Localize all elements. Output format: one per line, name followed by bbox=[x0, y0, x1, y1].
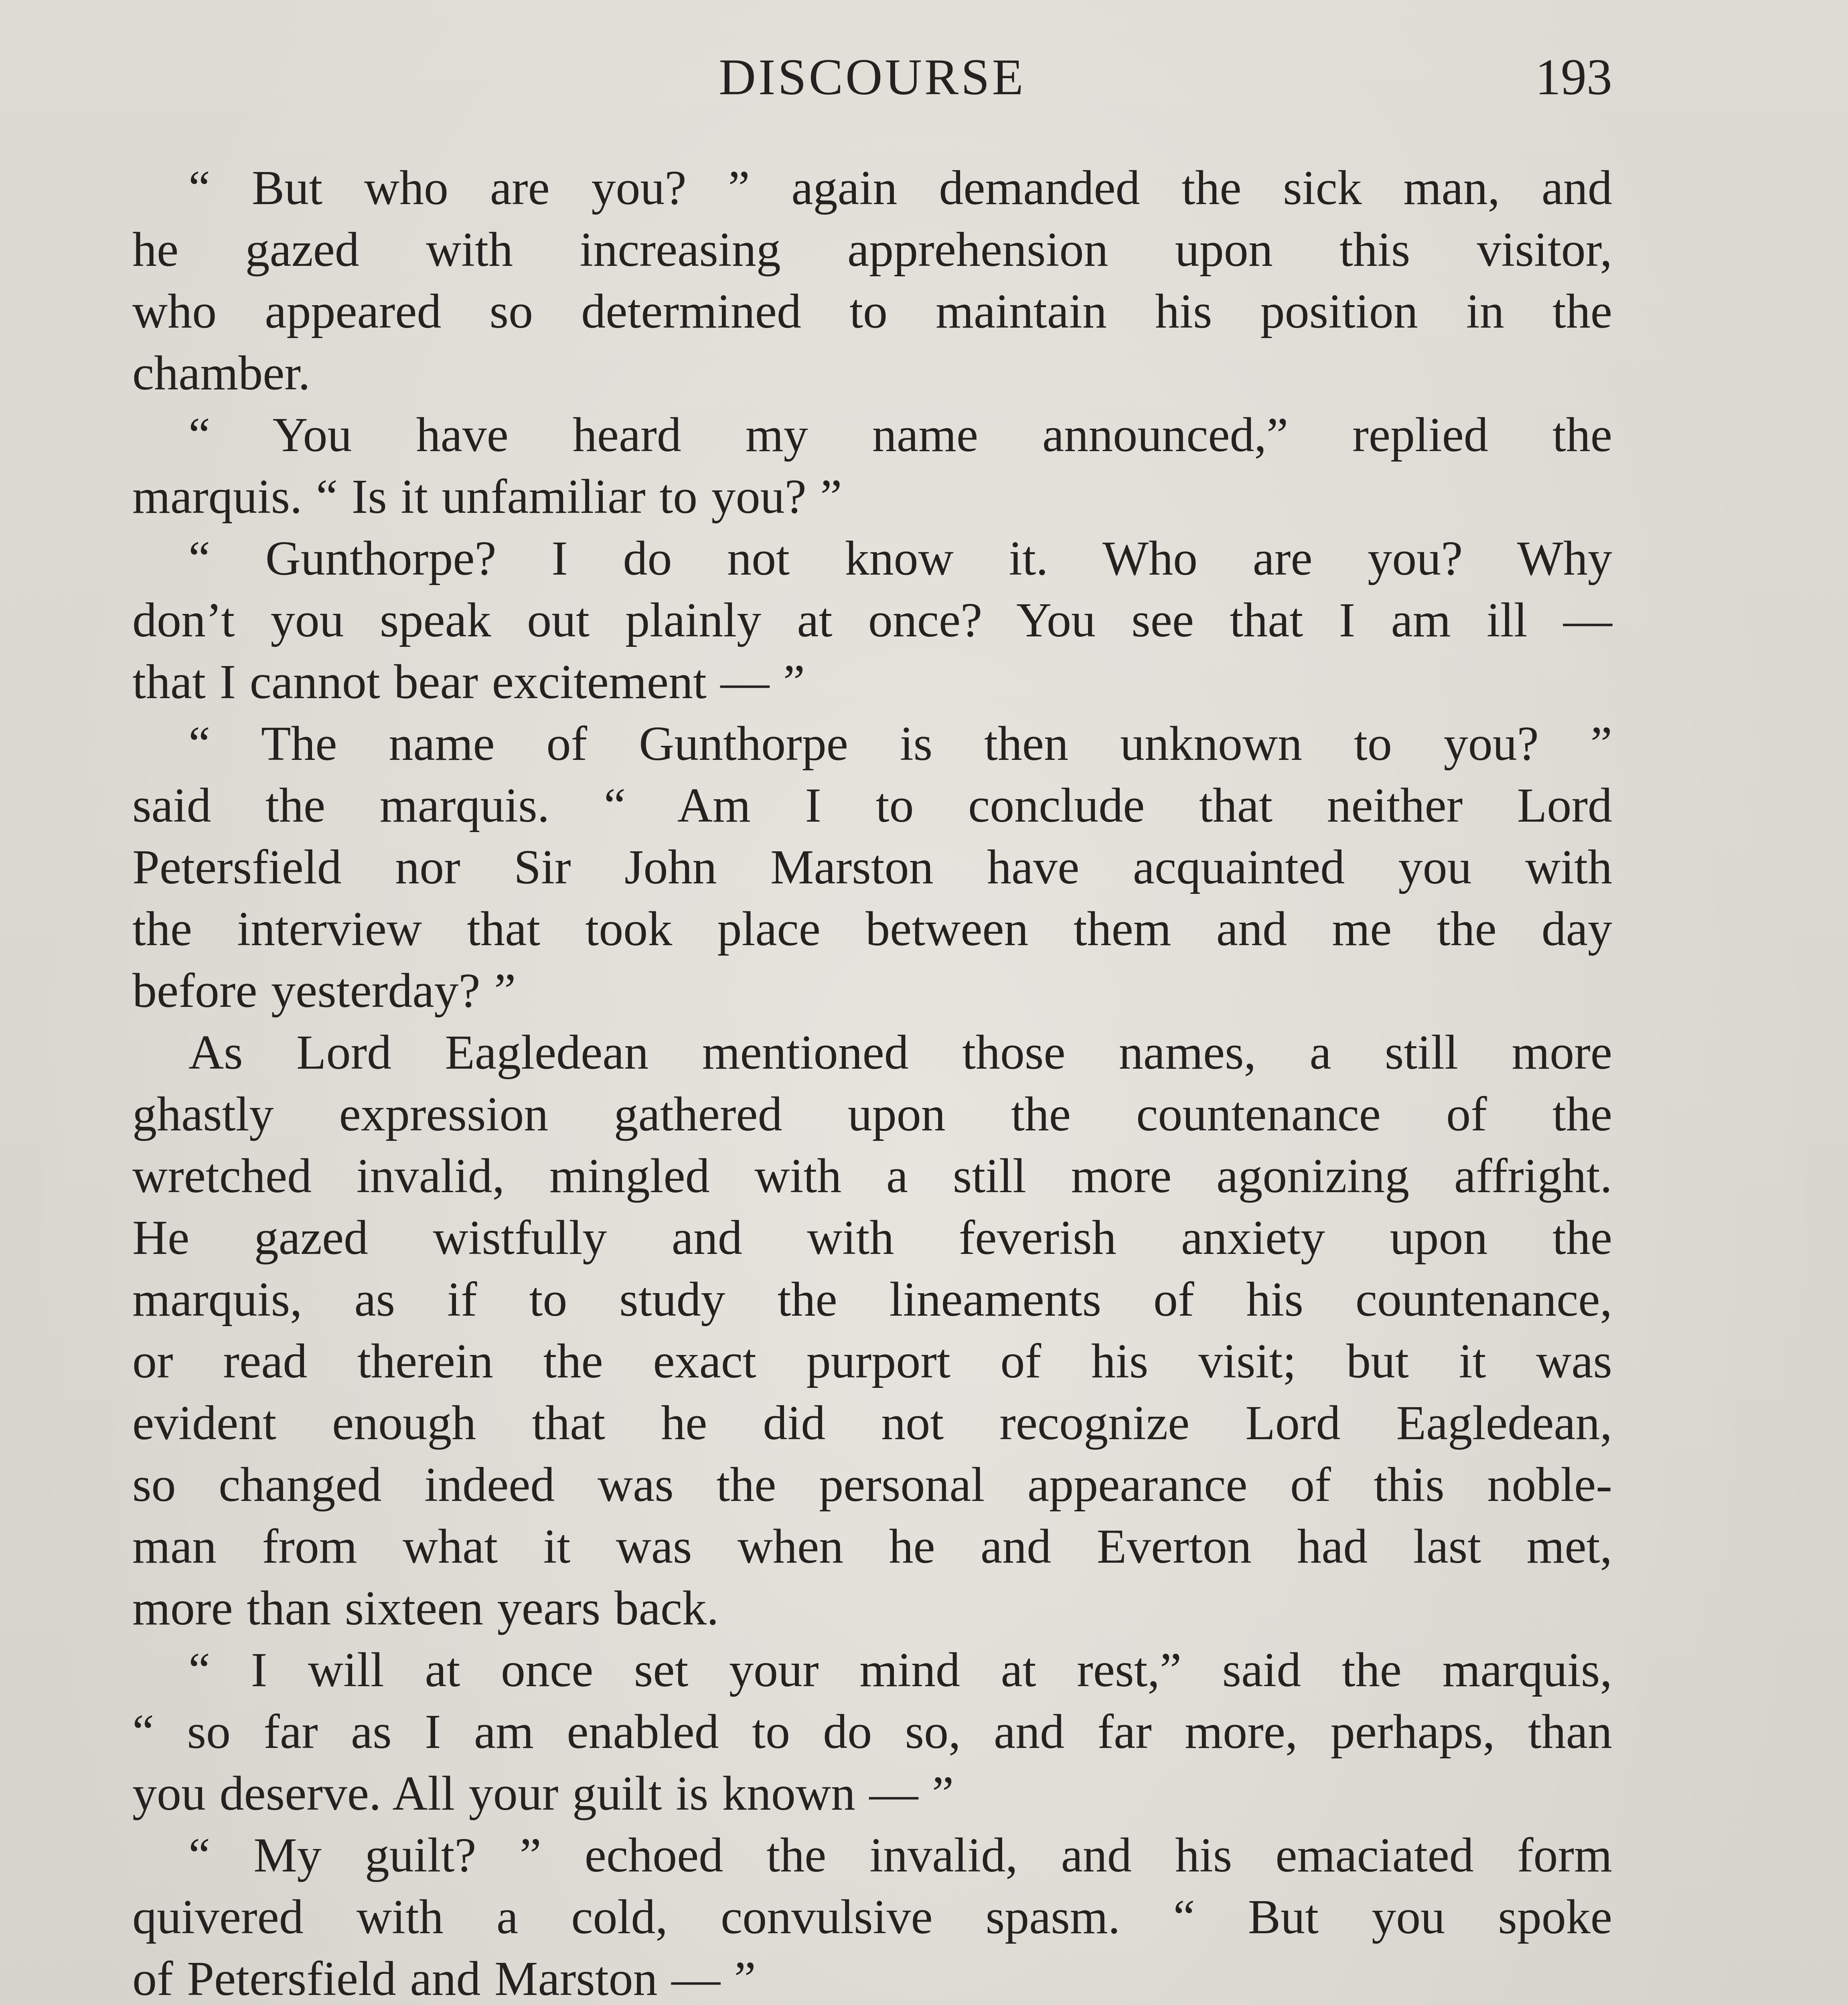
text-line: more than sixteen years back. bbox=[132, 1581, 719, 1635]
body-text bbox=[132, 157, 1612, 2005]
text-line: don’t you speak out plainly at once? You see that I am ill — bbox=[132, 593, 1612, 647]
text-line: “ You have heard my name announced,” replied the bbox=[188, 408, 1612, 462]
text-line: you deserve. All your guilt is known — ” bbox=[132, 1766, 954, 1821]
text-line: marquis, as if to study the lineaments of his countenance, bbox=[132, 1272, 1612, 1327]
text-line: who appeared so determined to maintain his position in the bbox=[132, 284, 1612, 338]
text-line: he gazed with increasing apprehension upon this visitor, bbox=[132, 223, 1612, 277]
text-line: He gazed wistfully and with feverish anxiety upon the bbox=[132, 1211, 1612, 1265]
text-line: said the marquis. “ Am I to conclude that neither Lord bbox=[132, 778, 1612, 832]
text-line: marquis. “ Is it unfamiliar to you? ” bbox=[132, 470, 842, 524]
text-line: chamber. bbox=[132, 346, 310, 400]
page-number: 193 bbox=[1535, 49, 1612, 105]
text-line: quivered with a cold, convulsive spasm. “ But you spoke bbox=[132, 1890, 1612, 1944]
text-line: or read therein the exact purport of his visit; but it was bbox=[132, 1334, 1612, 1388]
text-line: “ My guilt? ” echoed the invalid, and his emaciated form bbox=[188, 1828, 1612, 1882]
text-line: of Petersfield and Marston — ” bbox=[132, 1952, 756, 2005]
text-line: ghastly expression gathered upon the countenance of the bbox=[132, 1087, 1612, 1141]
text-line: that I cannot bear excitement — ” bbox=[132, 655, 805, 709]
text-line: man from what it was when he and Everton had last met, bbox=[132, 1519, 1612, 1574]
text-line: “ Gunthorpe? I do not know it. Who are you? Why bbox=[188, 531, 1612, 585]
text-line: As Lord Eagledean mentioned those names, a still more bbox=[188, 1025, 1612, 1079]
text-line: “ But who are you? ” again demanded the sick man, and bbox=[188, 161, 1612, 215]
text-line: so changed indeed was the personal appearance of this noble- bbox=[132, 1458, 1612, 1512]
text-line: wretched invalid, mingled with a still more agonizing affright. bbox=[132, 1149, 1612, 1203]
text-line: “ The name of Gunthorpe is then unknown to you? ” bbox=[188, 717, 1612, 771]
text-line: “ I will at once set your mind at rest,” said the marquis, bbox=[188, 1643, 1612, 1697]
text-line: the interview that took place between them and me the day bbox=[132, 902, 1612, 956]
page-header bbox=[132, 45, 1612, 109]
text-line: Petersfield nor Sir John Marston have acquainted you with bbox=[132, 840, 1612, 894]
text-line: evident enough that he did not recognize Lord Eagledean, bbox=[132, 1396, 1612, 1450]
text-line: before yesterday? ” bbox=[132, 964, 516, 1018]
text-line: “ so far as I am enabled to do so, and far more, perhaps, than bbox=[132, 1705, 1612, 1759]
running-head: DISCOURSE bbox=[719, 49, 1026, 105]
